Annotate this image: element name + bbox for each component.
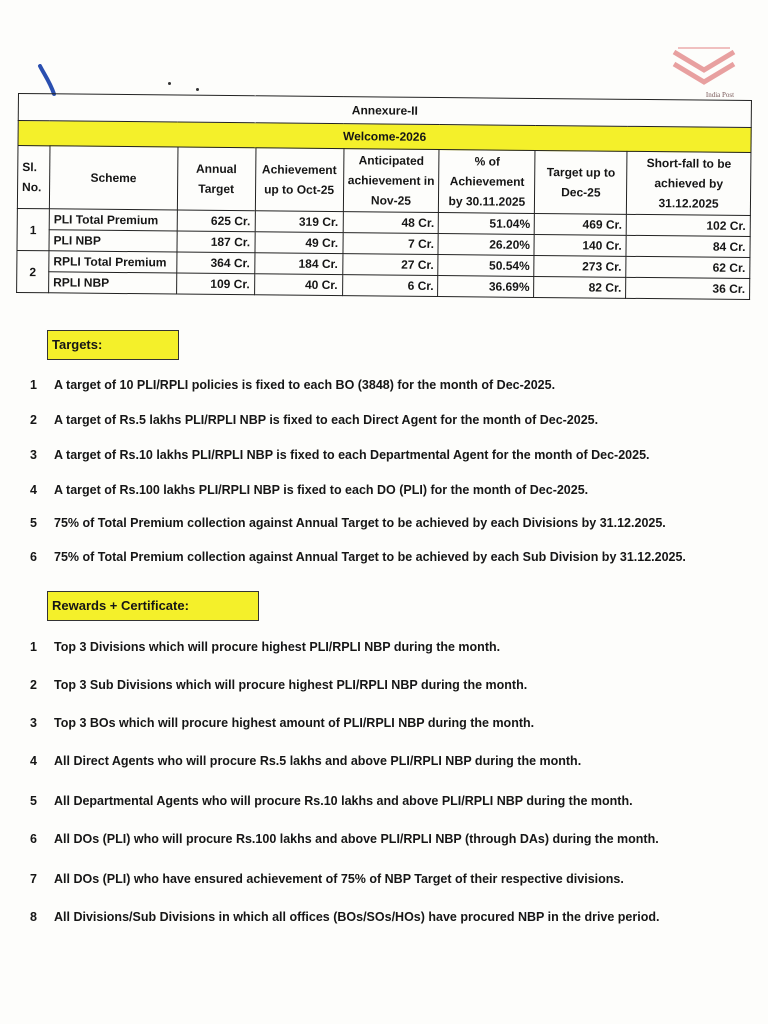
list-item: 4 All Direct Agents who will procure Rs.5 lakhs and above PLI/RPLI NBP during the month. [30,754,582,768]
anticipated-cell: 27 Cr. [342,254,438,276]
achievement-cell: 40 Cr. [254,274,342,296]
rewards-heading: Rewards + Certificate: [47,591,259,621]
list-item: 2 Top 3 Sub Divisions which will procure highest PLI/RPLI NBP during the month. [30,678,528,692]
pct-cell: 26.20% [438,234,534,256]
list-item: 2 A target of Rs.5 lakhs PLI/RPLI NBP is fixed to each Direct Agent for the month of Dec-2025. [30,413,599,427]
scheme-cell: PLI NBP [49,230,177,252]
pct-cell: 50.54% [438,255,534,277]
pct-cell: 51.04% [439,213,535,235]
anticipated-cell: 6 Cr. [342,275,438,297]
header-shortfall: Short-fall to be achieved by 31.12.2025 [627,151,751,215]
list-item: 5 75% of Total Premium collection against Annual Target to be achieved by each Divisions by 31.12.2025. [30,516,666,530]
annual-target-cell: 364 Cr. [176,252,254,274]
list-item: 3 Top 3 BOs which will procure highest amount of PLI/RPLI NBP during the month. [30,716,535,730]
header-sl: Sl. No. [17,146,50,209]
annexure-table [16,93,752,300]
scheme-cell: PLI Total Premium [49,209,177,231]
targets-heading: Targets: [47,330,179,360]
anticipated-cell: 7 Cr. [342,233,438,255]
annual-target-cell: 625 Cr. [177,210,255,232]
logo-text: India Post [705,91,735,99]
anticipated-cell: 48 Cr. [343,212,439,234]
list-item: 5 All Departmental Agents who will procure Rs.10 lakhs and above PLI/RPLI NBP during the month. [30,794,633,808]
list-item: 1 Top 3 Divisions which will procure highest PLI/RPLI NBP during the month. [30,640,501,654]
header-target-dec: Target up to Dec-25 [535,150,627,214]
campaign-title: Welcome-2026 [18,121,751,153]
list-item: 7 All DOs (PLI) who have ensured achievement of 75% of NBP Target of their respective divisions. [30,872,624,886]
header-pct: % of Achievement by 30.11.2025 [439,150,536,214]
list-item: 8 All Divisions/Sub Divisions in which all offices (BOs/SOs/HOs) have procured NBP in the drive period. [30,910,660,924]
header-achievement: Achievement up to Oct-25 [255,148,344,212]
shortfall-cell: 102 Cr. [626,214,750,236]
annual-target-cell: 187 Cr. [177,231,255,253]
target-dec-cell: 82 Cr. [534,276,626,298]
header-annual-target: Annual Target [177,147,255,211]
header-anticipated: Anticipated achievement in Nov-25 [343,149,440,213]
achievement-cell: 319 Cr. [255,211,343,233]
shortfall-cell: 62 Cr. [626,256,750,278]
annexure-title: Annexure-II [18,94,751,128]
shortfall-cell: 36 Cr. [626,277,750,299]
ink-dot [196,88,199,91]
list-item: 4 A target of Rs.100 lakhs PLI/RPLI NBP is fixed to each DO (PLI) for the month of Dec-2025. [30,483,589,497]
scheme-cell: RPLI NBP [49,272,177,294]
list-item: 6 75% of Total Premium collection against Annual Target to be achieved by each Sub Division by 31.12.2025. [30,550,686,564]
header-scheme: Scheme [49,146,177,210]
target-dec-cell: 273 Cr. [534,255,626,277]
sl-cell: 2 [17,250,49,292]
list-item: 1 A target of 10 PLI/RPLI policies is fixed to each BO (3848) for the month of Dec-2025. [30,378,556,392]
list-item: 3 A target of Rs.10 lakhs PLI/RPLI NBP is fixed to each Departmental Agent for the month of Dec-2025. [30,448,650,462]
list-item: 6 All DOs (PLI) who will procure Rs.100 lakhs and above PLI/RPLI NBP (through DAs) during the month. [30,832,659,846]
ink-dot [168,82,171,85]
shortfall-cell: 84 Cr. [626,235,750,257]
achievement-cell: 184 Cr. [254,253,342,275]
target-dec-cell: 469 Cr. [535,213,627,235]
annual-target-cell: 109 Cr. [176,273,254,295]
achievement-cell: 49 Cr. [255,232,343,254]
pct-cell: 36.69% [438,276,534,298]
scheme-cell: RPLI Total Premium [49,251,177,273]
sl-cell: 1 [17,208,49,250]
target-dec-cell: 140 Cr. [534,234,626,256]
